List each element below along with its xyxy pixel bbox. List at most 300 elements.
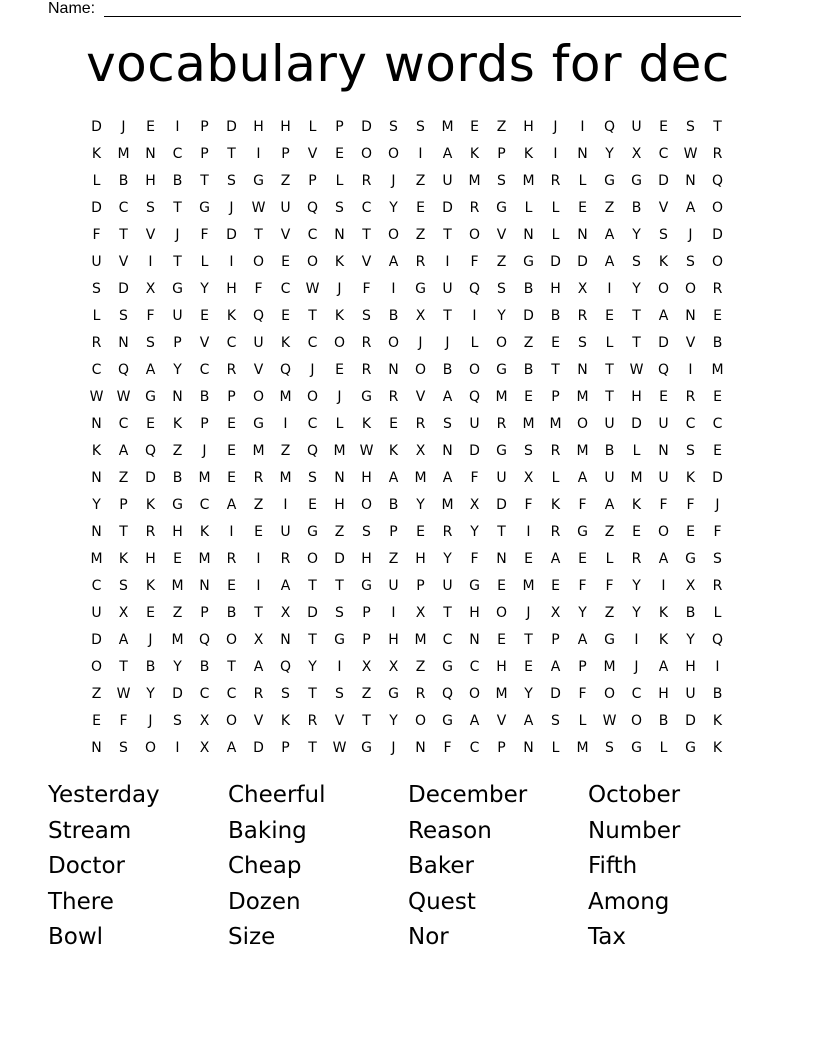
grid-letter[interactable]: Q [657,361,670,378]
grid-letter[interactable]: S [335,199,344,216]
grid-letter[interactable]: J [337,388,342,405]
grid-letter[interactable]: L [551,469,560,486]
grid-letter[interactable]: D [496,496,507,513]
grid-letter[interactable]: F [578,496,587,513]
grid-letter[interactable]: N [523,226,534,243]
grid-letter[interactable]: E [281,253,290,270]
grid-letter[interactable]: K [91,145,102,162]
grid-letter[interactable]: L [659,739,668,756]
grid-letter[interactable]: G [442,658,453,675]
grid-letter[interactable]: E [200,307,209,324]
grid-letter[interactable]: T [254,226,263,243]
grid-letter[interactable]: A [145,361,156,378]
grid-letter[interactable]: S [551,712,560,729]
grid-letter[interactable]: E [146,118,155,135]
grid-letter[interactable]: E [524,388,533,405]
grid-letter[interactable]: I [580,118,585,135]
grid-letter[interactable]: Y [308,658,317,675]
grid-letter[interactable]: R [145,523,156,540]
grid-letter[interactable]: P [551,631,560,648]
grid-letter[interactable]: Y [173,658,182,675]
grid-letter[interactable]: F [470,469,479,486]
grid-letter[interactable]: K [388,442,399,459]
grid-letter[interactable]: A [253,658,264,675]
grid-letter[interactable]: T [173,253,182,270]
grid-letter[interactable]: H [469,604,480,621]
grid-letter[interactable]: R [361,172,372,189]
grid-letter[interactable]: T [308,307,317,324]
grid-letter[interactable]: A [658,307,669,324]
grid-letter[interactable]: M [198,550,211,567]
grid-letter[interactable]: R [550,172,561,189]
grid-letter[interactable]: U [280,199,291,216]
grid-letter[interactable]: T [524,631,533,648]
grid-letter[interactable]: W [359,442,374,459]
grid-letter[interactable]: I [607,280,612,297]
grid-letter[interactable]: L [578,712,587,729]
grid-letter[interactable]: R [388,388,399,405]
grid-letter[interactable]: Z [280,172,291,189]
grid-letter[interactable]: O [657,280,670,297]
grid-letter[interactable]: Z [415,172,426,189]
grid-letter[interactable]: N [496,550,507,567]
grid-letter[interactable]: A [118,631,129,648]
grid-letter[interactable]: K [199,523,210,540]
grid-letter[interactable]: X [550,604,561,621]
grid-letter[interactable]: G [604,172,615,189]
grid-letter[interactable]: B [199,658,210,675]
grid-letter[interactable]: Y [92,496,101,513]
grid-letter[interactable]: I [418,145,423,162]
grid-letter[interactable]: V [307,145,318,162]
grid-letter[interactable]: O [360,496,373,513]
grid-letter[interactable]: V [361,253,372,270]
grid-letter[interactable]: L [308,118,317,135]
grid-letter[interactable]: G [307,523,318,540]
grid-letter[interactable]: Y [578,604,587,621]
grid-letter[interactable]: C [307,226,318,243]
grid-letter[interactable]: N [172,388,183,405]
grid-letter[interactable]: S [362,307,371,324]
grid-letter[interactable]: C [91,361,102,378]
grid-letter[interactable]: I [283,496,288,513]
grid-letter[interactable]: G [199,199,210,216]
grid-letter[interactable]: T [254,604,263,621]
grid-letter[interactable]: J [175,226,180,243]
grid-letter[interactable]: Y [497,307,506,324]
grid-letter[interactable]: O [387,226,400,243]
grid-letter[interactable]: O [333,334,346,351]
grid-letter[interactable]: K [658,631,669,648]
grid-letter[interactable]: N [469,631,480,648]
grid-letter[interactable]: L [605,334,614,351]
grid-letter[interactable]: T [308,739,317,756]
grid-letter[interactable]: V [496,712,507,729]
grid-letter[interactable]: U [604,415,615,432]
grid-letter[interactable]: W [305,280,320,297]
grid-letter[interactable]: J [202,442,207,459]
grid-letter[interactable]: U [442,280,453,297]
grid-letter[interactable]: S [659,226,668,243]
grid-letter[interactable]: S [146,334,155,351]
grid-letter[interactable]: Y [443,550,452,567]
grid-letter[interactable]: S [362,523,371,540]
grid-letter[interactable]: O [576,415,589,432]
grid-letter[interactable]: P [200,604,209,621]
grid-letter[interactable]: L [524,199,533,216]
grid-letter[interactable]: M [279,388,292,405]
grid-letter[interactable]: Q [279,361,292,378]
grid-letter[interactable]: S [227,172,236,189]
grid-letter[interactable]: N [658,442,669,459]
grid-letter[interactable]: J [418,334,423,351]
grid-letter[interactable]: U [442,172,453,189]
grid-letter[interactable]: Q [306,442,319,459]
grid-letter[interactable]: U [280,523,291,540]
grid-letter[interactable]: R [712,280,723,297]
grid-letter[interactable]: H [631,388,642,405]
grid-letter[interactable]: C [199,361,210,378]
grid-letter[interactable]: E [713,442,722,459]
grid-letter[interactable]: S [119,739,128,756]
grid-letter[interactable]: R [307,712,318,729]
grid-letter[interactable]: J [715,496,720,513]
grid-letter[interactable]: E [470,118,479,135]
grid-letter[interactable]: Z [334,523,345,540]
grid-letter[interactable]: B [145,658,156,675]
grid-letter[interactable]: J [634,658,639,675]
grid-letter[interactable]: S [173,712,182,729]
grid-letter[interactable]: A [550,658,561,675]
grid-letter[interactable]: Z [496,118,507,135]
grid-letter[interactable]: X [199,712,210,729]
grid-letter[interactable]: N [91,415,102,432]
grid-letter[interactable]: T [173,199,182,216]
grid-letter[interactable]: D [91,631,102,648]
grid-letter[interactable]: N [577,361,588,378]
grid-letter[interactable]: C [226,685,237,702]
grid-letter[interactable]: V [253,361,264,378]
grid-letter[interactable]: U [442,577,453,594]
grid-letter[interactable]: X [523,469,534,486]
grid-letter[interactable]: U [631,118,642,135]
grid-letter[interactable]: Y [470,523,479,540]
grid-letter[interactable]: K [280,334,291,351]
grid-letter[interactable]: J [121,118,126,135]
grid-letter[interactable]: I [445,253,450,270]
grid-letter[interactable]: A [442,388,453,405]
grid-letter[interactable]: X [145,280,156,297]
grid-letter[interactable]: M [576,739,589,756]
grid-letter[interactable]: H [550,280,561,297]
grid-letter[interactable]: O [414,361,427,378]
grid-letter[interactable]: V [118,253,129,270]
grid-letter[interactable]: T [497,523,506,540]
grid-letter[interactable]: R [226,550,237,567]
grid-letter[interactable]: R [712,145,723,162]
grid-letter[interactable]: H [361,469,372,486]
grid-letter[interactable]: Q [279,658,292,675]
grid-letter[interactable]: C [712,415,723,432]
grid-letter[interactable]: D [361,118,372,135]
grid-letter[interactable]: Q [441,685,454,702]
grid-letter[interactable]: L [551,226,560,243]
grid-letter[interactable]: U [658,469,669,486]
grid-letter[interactable]: H [361,550,372,567]
grid-letter[interactable]: D [577,253,588,270]
grid-letter[interactable]: F [443,739,452,756]
grid-letter[interactable]: G [145,388,156,405]
grid-letter[interactable]: L [605,550,614,567]
grid-letter[interactable]: Q [603,118,616,135]
grid-letter[interactable]: Y [200,280,209,297]
grid-letter[interactable]: J [526,604,531,621]
grid-letter[interactable]: B [118,172,129,189]
grid-letter[interactable]: F [200,226,209,243]
grid-letter[interactable]: P [551,388,560,405]
grid-letter[interactable]: U [253,334,264,351]
grid-letter[interactable]: L [578,172,587,189]
grid-letter[interactable]: R [469,199,480,216]
grid-letter[interactable]: N [685,307,696,324]
grid-letter[interactable]: N [685,172,696,189]
grid-letter[interactable]: B [550,307,561,324]
grid-letter[interactable]: P [200,118,209,135]
grid-letter[interactable]: E [308,496,317,513]
grid-letter[interactable]: T [335,577,344,594]
grid-letter[interactable]: O [387,334,400,351]
grid-letter[interactable]: X [361,658,372,675]
grid-letter[interactable]: A [577,469,588,486]
grid-letter[interactable]: K [145,496,156,513]
grid-letter[interactable]: S [443,415,452,432]
grid-letter[interactable]: U [91,253,102,270]
grid-letter[interactable]: W [116,388,131,405]
grid-letter[interactable]: E [335,361,344,378]
grid-letter[interactable]: H [496,658,507,675]
grid-letter[interactable]: K [172,415,183,432]
grid-letter[interactable]: Q [468,280,481,297]
grid-letter[interactable]: E [146,604,155,621]
grid-letter[interactable]: R [415,415,426,432]
grid-letter[interactable]: P [416,577,425,594]
grid-letter[interactable]: E [416,523,425,540]
grid-letter[interactable]: Y [632,577,641,594]
grid-letter[interactable]: O [414,712,427,729]
grid-letter[interactable]: X [685,577,696,594]
grid-letter[interactable]: K [334,307,345,324]
grid-letter[interactable]: H [685,658,696,675]
grid-letter[interactable]: C [199,685,210,702]
grid-letter[interactable]: F [605,577,614,594]
grid-letter[interactable]: G [496,199,507,216]
grid-letter[interactable]: G [442,712,453,729]
grid-letter[interactable]: O [360,145,373,162]
grid-letter[interactable]: I [634,631,639,648]
grid-letter[interactable]: C [307,334,318,351]
grid-letter[interactable]: E [389,415,398,432]
grid-letter[interactable]: S [92,280,101,297]
grid-letter[interactable]: X [631,145,642,162]
grid-letter[interactable]: O [657,523,670,540]
grid-letter[interactable]: G [415,280,426,297]
grid-letter[interactable]: N [91,523,102,540]
grid-letter[interactable]: Y [632,226,641,243]
grid-letter[interactable]: A [280,577,291,594]
grid-letter[interactable]: D [550,685,561,702]
grid-letter[interactable]: E [713,388,722,405]
grid-letter[interactable]: R [631,550,642,567]
grid-letter[interactable]: K [226,307,237,324]
grid-letter[interactable]: V [199,334,210,351]
grid-letter[interactable]: G [253,415,264,432]
grid-letter[interactable]: B [388,307,399,324]
grid-letter[interactable]: E [605,307,614,324]
grid-letter[interactable]: Q [198,631,211,648]
grid-letter[interactable]: E [416,199,425,216]
grid-letter[interactable]: H [172,523,183,540]
grid-letter[interactable]: M [252,442,265,459]
grid-letter[interactable]: T [119,658,128,675]
grid-letter[interactable]: T [308,577,317,594]
grid-letter[interactable]: T [713,118,722,135]
grid-letter[interactable]: I [688,361,693,378]
grid-letter[interactable]: M [441,118,454,135]
grid-letter[interactable]: C [442,631,453,648]
grid-letter[interactable]: Y [605,145,614,162]
grid-letter[interactable]: T [227,658,236,675]
grid-letter[interactable]: X [415,604,426,621]
grid-letter[interactable]: A [577,631,588,648]
grid-letter[interactable]: G [496,361,507,378]
grid-letter[interactable]: D [172,685,183,702]
grid-letter[interactable]: D [658,172,669,189]
grid-letter[interactable]: B [685,604,696,621]
grid-letter[interactable]: O [387,145,400,162]
grid-letter[interactable]: A [442,469,453,486]
grid-letter[interactable]: X [199,739,210,756]
grid-letter[interactable]: W [89,388,104,405]
grid-letter[interactable]: Y [173,361,182,378]
grid-letter[interactable]: I [391,604,396,621]
grid-letter[interactable]: V [685,334,696,351]
grid-letter[interactable]: F [524,496,533,513]
grid-letter[interactable]: Z [172,442,183,459]
grid-letter[interactable]: I [148,253,153,270]
grid-letter[interactable]: R [91,334,102,351]
grid-letter[interactable]: I [256,550,261,567]
grid-letter[interactable]: E [713,307,722,324]
grid-letter[interactable]: Z [604,523,615,540]
grid-letter[interactable]: N [91,739,102,756]
grid-letter[interactable]: L [551,199,560,216]
grid-letter[interactable]: T [362,712,371,729]
grid-letter[interactable]: W [251,199,266,216]
grid-letter[interactable]: I [391,280,396,297]
grid-letter[interactable]: F [578,685,587,702]
grid-letter[interactable]: C [280,280,291,297]
grid-letter[interactable]: I [175,739,180,756]
grid-letter[interactable]: K [469,145,480,162]
grid-letter[interactable]: D [712,469,723,486]
grid-letter[interactable]: J [688,226,693,243]
grid-letter[interactable]: L [470,334,479,351]
grid-letter[interactable]: D [685,712,696,729]
grid-letter[interactable]: D [226,118,237,135]
grid-letter[interactable]: K [145,577,156,594]
grid-letter[interactable]: B [388,496,399,513]
grid-letter[interactable]: F [92,226,101,243]
grid-letter[interactable]: X [415,307,426,324]
grid-letter[interactable]: E [551,334,560,351]
grid-letter[interactable]: K [658,253,669,270]
grid-letter[interactable]: E [497,631,506,648]
grid-letter[interactable]: J [391,172,396,189]
grid-letter[interactable]: J [148,631,153,648]
grid-letter[interactable]: P [119,496,128,513]
grid-letter[interactable]: O [252,253,265,270]
grid-letter[interactable]: A [469,712,480,729]
grid-letter[interactable]: S [281,685,290,702]
grid-letter[interactable]: A [685,199,696,216]
grid-letter[interactable]: H [388,631,399,648]
grid-letter[interactable]: Z [415,658,426,675]
grid-letter[interactable]: F [659,496,668,513]
grid-letter[interactable]: Y [389,712,398,729]
grid-letter[interactable]: O [306,253,319,270]
grid-letter[interactable]: O [684,280,697,297]
grid-letter[interactable]: O [306,550,319,567]
grid-letter[interactable]: V [280,226,291,243]
grid-letter[interactable]: P [200,145,209,162]
grid-letter[interactable]: B [442,361,453,378]
grid-letter[interactable]: V [145,226,156,243]
grid-letter[interactable]: E [578,550,587,567]
grid-letter[interactable]: M [279,469,292,486]
grid-letter[interactable]: R [550,442,561,459]
grid-letter[interactable]: A [226,739,237,756]
grid-letter[interactable]: D [118,280,129,297]
grid-letter[interactable]: F [362,280,371,297]
grid-letter[interactable]: Z [604,199,615,216]
grid-letter[interactable]: P [389,523,398,540]
grid-letter[interactable]: A [604,226,615,243]
grid-letter[interactable]: R [253,469,264,486]
grid-letter[interactable]: G [253,172,264,189]
grid-letter[interactable]: Y [632,280,641,297]
grid-letter[interactable]: T [119,523,128,540]
grid-letter[interactable]: E [281,307,290,324]
grid-letter[interactable]: G [172,496,183,513]
grid-letter[interactable]: S [146,199,155,216]
grid-letter[interactable]: K [523,145,534,162]
grid-letter[interactable]: P [497,739,506,756]
grid-letter[interactable]: S [335,604,344,621]
grid-letter[interactable]: M [495,685,508,702]
grid-letter[interactable]: V [253,712,264,729]
grid-letter[interactable]: K [631,496,642,513]
grid-letter[interactable]: D [631,415,642,432]
grid-letter[interactable]: S [497,172,506,189]
grid-letter[interactable]: R [577,307,588,324]
grid-letter[interactable]: Q [144,442,157,459]
grid-letter[interactable]: M [495,388,508,405]
grid-letter[interactable]: S [524,442,533,459]
grid-letter[interactable]: D [550,253,561,270]
grid-letter[interactable]: I [715,658,720,675]
grid-letter[interactable]: S [686,253,695,270]
grid-letter[interactable]: N [145,145,156,162]
